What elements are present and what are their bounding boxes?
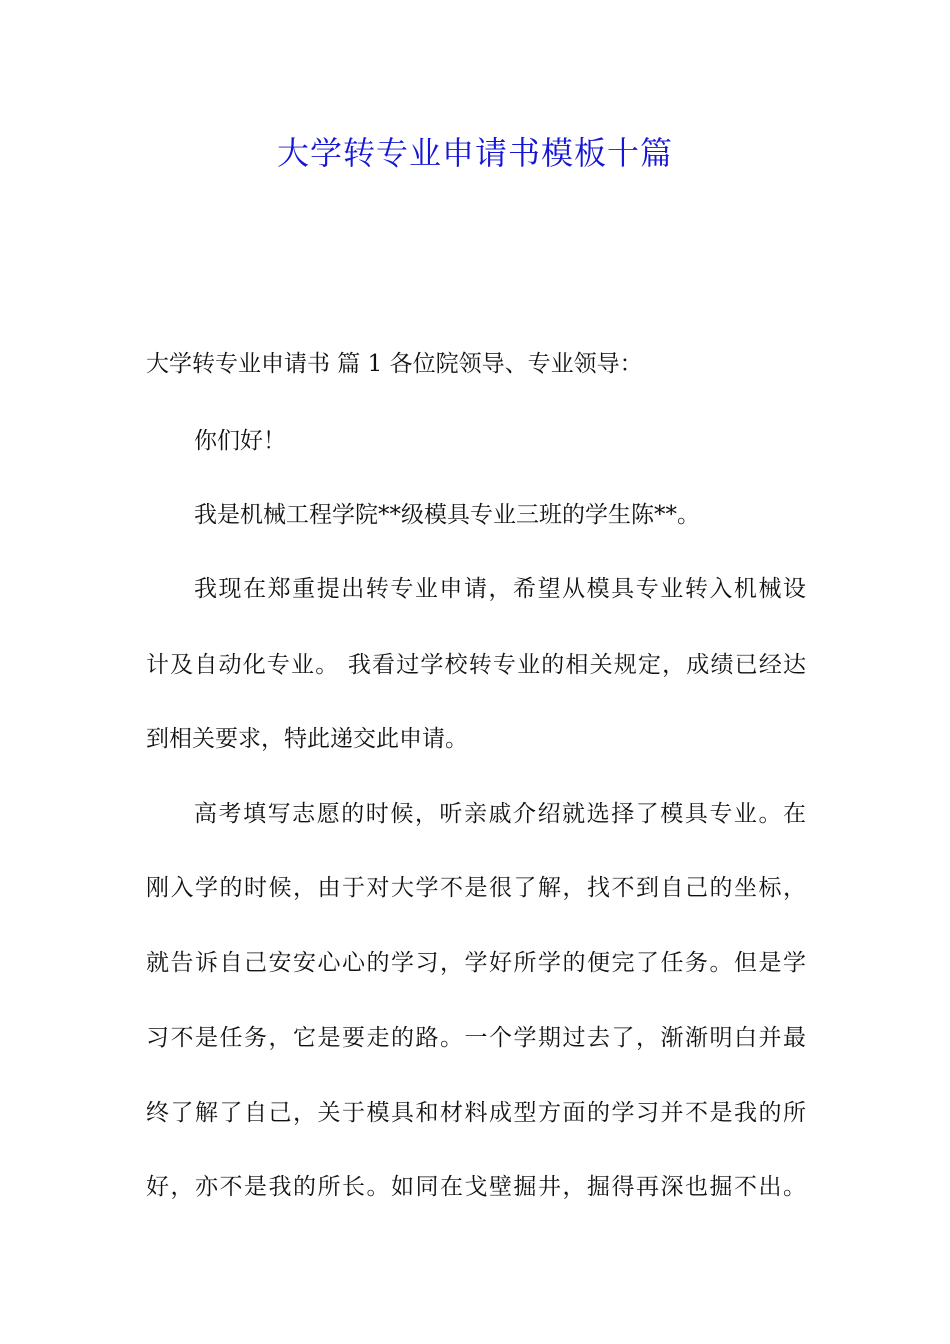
paragraph-line: 好，亦不是我的所长。如同在戈壁掘井，掘得再深也掘不出。 bbox=[146, 1174, 806, 1200]
paragraph-line: 计及自动化专业。 我看过学校转专业的相关规定，成绩已经达 bbox=[146, 652, 806, 678]
paragraph-line: 我现在郑重提出转专业申请，希望从模具专业转入机械设 bbox=[194, 576, 806, 602]
paragraph-line: 终了解了自己，关于模具和材料成型方面的学习并不是我的所 bbox=[146, 1100, 806, 1126]
paragraph-line: 高考填写志愿的时候，听亲戚介绍就选择了模具专业。在 bbox=[194, 801, 806, 827]
greeting-line: 你们好！ bbox=[194, 428, 286, 454]
paragraph-line: 就告诉自己安安心心的学习，学好所学的便完了任务。但是学 bbox=[146, 950, 806, 976]
paragraph-line: 到相关要求，特此递交此申请。 bbox=[146, 726, 468, 752]
paragraph-line: 习不是任务，它是要走的路。一个学期过去了，渐渐明白并最 bbox=[146, 1025, 806, 1051]
salutation-line: 大学转专业申请书 篇 1 各位院领导、专业领导： bbox=[146, 351, 643, 377]
paragraph-line: 我是机械工程学院**级模具专业三班的学生陈**。 bbox=[194, 502, 700, 528]
document-title: 大学转专业申请书模板十篇 bbox=[276, 134, 673, 172]
paragraph-line: 刚入学的时候，由于对大学不是很了解，找不到自己的坐标， bbox=[146, 875, 806, 901]
